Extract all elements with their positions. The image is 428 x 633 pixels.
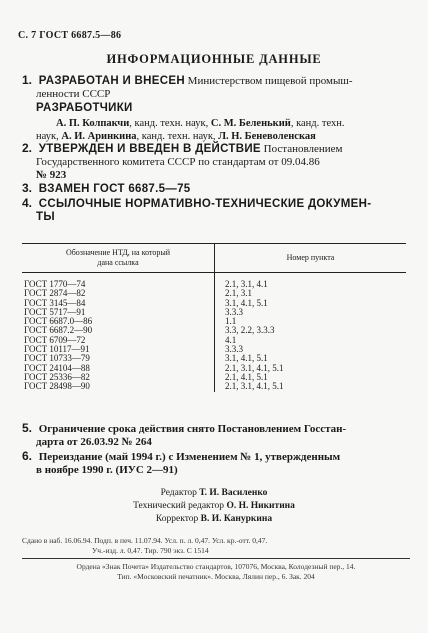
table-cell-doc: ГОСТ 24104—88 — [22, 364, 215, 373]
table-cell-doc: ГОСТ 6687.2—90 — [22, 326, 215, 335]
section-4-heading-cont: ТЫ — [36, 211, 55, 223]
editor-role: Редактор — [160, 488, 197, 498]
section-2-text-cont: Государственного комитета СССР по стандартам от 09.04.86 — [36, 156, 320, 168]
section-2-text: Постановлением — [263, 143, 343, 155]
editor-name: О. Н. Никитина — [226, 501, 295, 511]
page-header — [18, 30, 121, 41]
section-3-heading: ВЗАМЕН ГОСТ 6687.5—75 — [38, 183, 191, 195]
table-cell-doc: ГОСТ 5717—91 — [22, 308, 215, 317]
editor-line — [0, 500, 428, 513]
editor-role: Технический редактор — [133, 501, 225, 511]
section-1-text-cont: ленности СССР — [36, 88, 111, 100]
table-cell-doc: ГОСТ 28498—90 — [22, 382, 215, 391]
table-cell-doc: ГОСТ 6687.0—86 — [22, 317, 215, 326]
developer-degree: , канд. техн. наук, — [129, 118, 211, 129]
table-header-row — [22, 244, 406, 273]
section-1-heading: РАЗРАБОТАН И ВНЕСЕН — [38, 75, 185, 87]
section-2-decree-number: № 923 — [36, 169, 67, 181]
table-cell-doc: ГОСТ 25336—82 — [22, 373, 215, 382]
column-header-clause: Номер пункта — [215, 244, 407, 273]
table-cell-doc: ГОСТ 10117—91 — [22, 345, 215, 354]
table-cell-doc: ГОСТ 3145—84 — [22, 299, 215, 308]
developer-name: А. И. Аринкина — [61, 131, 137, 142]
table-cell-doc: ГОСТ 10733—79 — [22, 354, 215, 363]
table-cell-items: 2.1, 3.1, 4.1, 5.1 — [225, 381, 284, 392]
column-header-document — [22, 244, 215, 273]
section-4-number: 4. — [22, 196, 33, 210]
table-cell-items: 3.3.3 — [225, 344, 243, 355]
developer-degree: , канд. техн. наук, — [136, 131, 219, 142]
editor-line — [0, 513, 428, 526]
page-reference: С. 7 ГОСТ 6687.5—86 — [18, 30, 122, 41]
imprint-line-1: Сдано в наб. 16.06.94. Подп. в печ. 11.07.94. Усл. п. л. 0,47. Усл. кр.-отт. 0,47. — [22, 536, 268, 545]
publisher-footer — [22, 562, 410, 582]
developer-name: Л. Н. Беневоленская — [218, 131, 316, 142]
table-cell-items: 2.1, 3.1, 4.1 — [225, 279, 268, 289]
section-4 — [22, 197, 406, 224]
page-title: ИНФОРМАЦИОННЫЕ ДАННЫЕ — [106, 52, 322, 66]
section-3 — [22, 182, 406, 196]
editor-line — [0, 487, 428, 500]
table-cell-items: 3.3, 2.2, 3.3.3 — [225, 325, 275, 336]
publisher-line: Ордена «Знак Почета» Издательство стандартов, 107076, Москва, Колодезный пер., 14. — [76, 562, 356, 571]
section-6-text-cont: в ноябре 1990 г. (ИУС 2—91) — [36, 464, 178, 476]
table-cell-items: 2.1, 3.1 — [225, 288, 252, 299]
section-1-text: Министерством пищевой промыш- — [187, 75, 353, 87]
table-cell-doc: ГОСТ 2874—82 — [22, 289, 215, 298]
section-5-text-cont: дарта от 26.03.92 № 264 — [36, 436, 152, 448]
editor-name: В. И. Кануркина — [200, 514, 273, 524]
table-cell-items: 1.1 — [225, 316, 237, 327]
table-cell-doc: ГОСТ 6709—72 — [22, 336, 215, 345]
table-row — [22, 273, 406, 290]
printer-line: Тип. «Московский печатник». Москва, Лялин пер., 6. Зак. 204 — [117, 572, 315, 581]
developers-label: РАЗРАБОТЧИКИ — [36, 102, 133, 114]
column-header-line: Обозначение НТД, на который — [65, 248, 171, 257]
editor-name: Т. И. Василенко — [199, 488, 268, 498]
section-6-text: Переиздание (май 1994 г.) с Изменением № 1, утвержденным — [38, 451, 341, 463]
reference-table — [22, 243, 406, 392]
section-2-number: 2. — [22, 141, 33, 155]
developer-name: А. П. Колпакчи — [56, 118, 130, 129]
developer-degree: наук, — [36, 131, 62, 142]
table-cell-items: 4.1 — [225, 334, 237, 345]
editors-block — [0, 487, 428, 526]
section-2-heading: УТВЕРЖДЕН И ВВЕДЕН В ДЕЙСТВИЕ — [38, 143, 261, 155]
table-cell-doc: ГОСТ 1770—74 — [22, 273, 215, 290]
table-cell-items: 3.1, 4.1, 5.1 — [225, 297, 268, 308]
imprint-block — [22, 536, 410, 556]
section-5-number: 5. — [22, 421, 33, 435]
editor-role: Корректор — [155, 514, 199, 524]
section-1-number: 1. — [22, 73, 33, 87]
section-2 — [22, 142, 406, 182]
section-6 — [22, 450, 406, 477]
table-cell-items: 3.3.3 — [225, 306, 243, 317]
developer-degree: , канд. техн. — [290, 118, 345, 129]
imprint-line-2: Уч.-изд. л. 0,47. Тир. 790 экз. С 1514 — [92, 546, 209, 555]
table-row — [22, 382, 406, 391]
column-header-line: дана ссылка — [97, 258, 139, 267]
section-5-text: Ограничение срока действия снято Постановлением Госстан- — [38, 423, 347, 435]
developer-name: С. М. Беленький — [210, 118, 291, 129]
section-5 — [22, 422, 406, 449]
table-cell-items: 3.1, 4.1, 5.1 — [225, 353, 268, 364]
section-6-number: 6. — [22, 449, 33, 463]
developers-line-1 — [22, 117, 406, 130]
section-1 — [22, 74, 406, 143]
table-cell-items: 2.1, 4.1, 5.1 — [225, 371, 268, 382]
footer-divider — [22, 558, 410, 559]
section-3-number: 3. — [22, 181, 33, 195]
table-cell-items: 2.1, 3.1, 4.1, 5.1 — [225, 362, 284, 373]
section-4-heading: ССЫЛОЧНЫЕ НОРМАТИВНО-ТЕХНИЧЕСКИЕ ДОКУМЕН- — [38, 198, 372, 210]
